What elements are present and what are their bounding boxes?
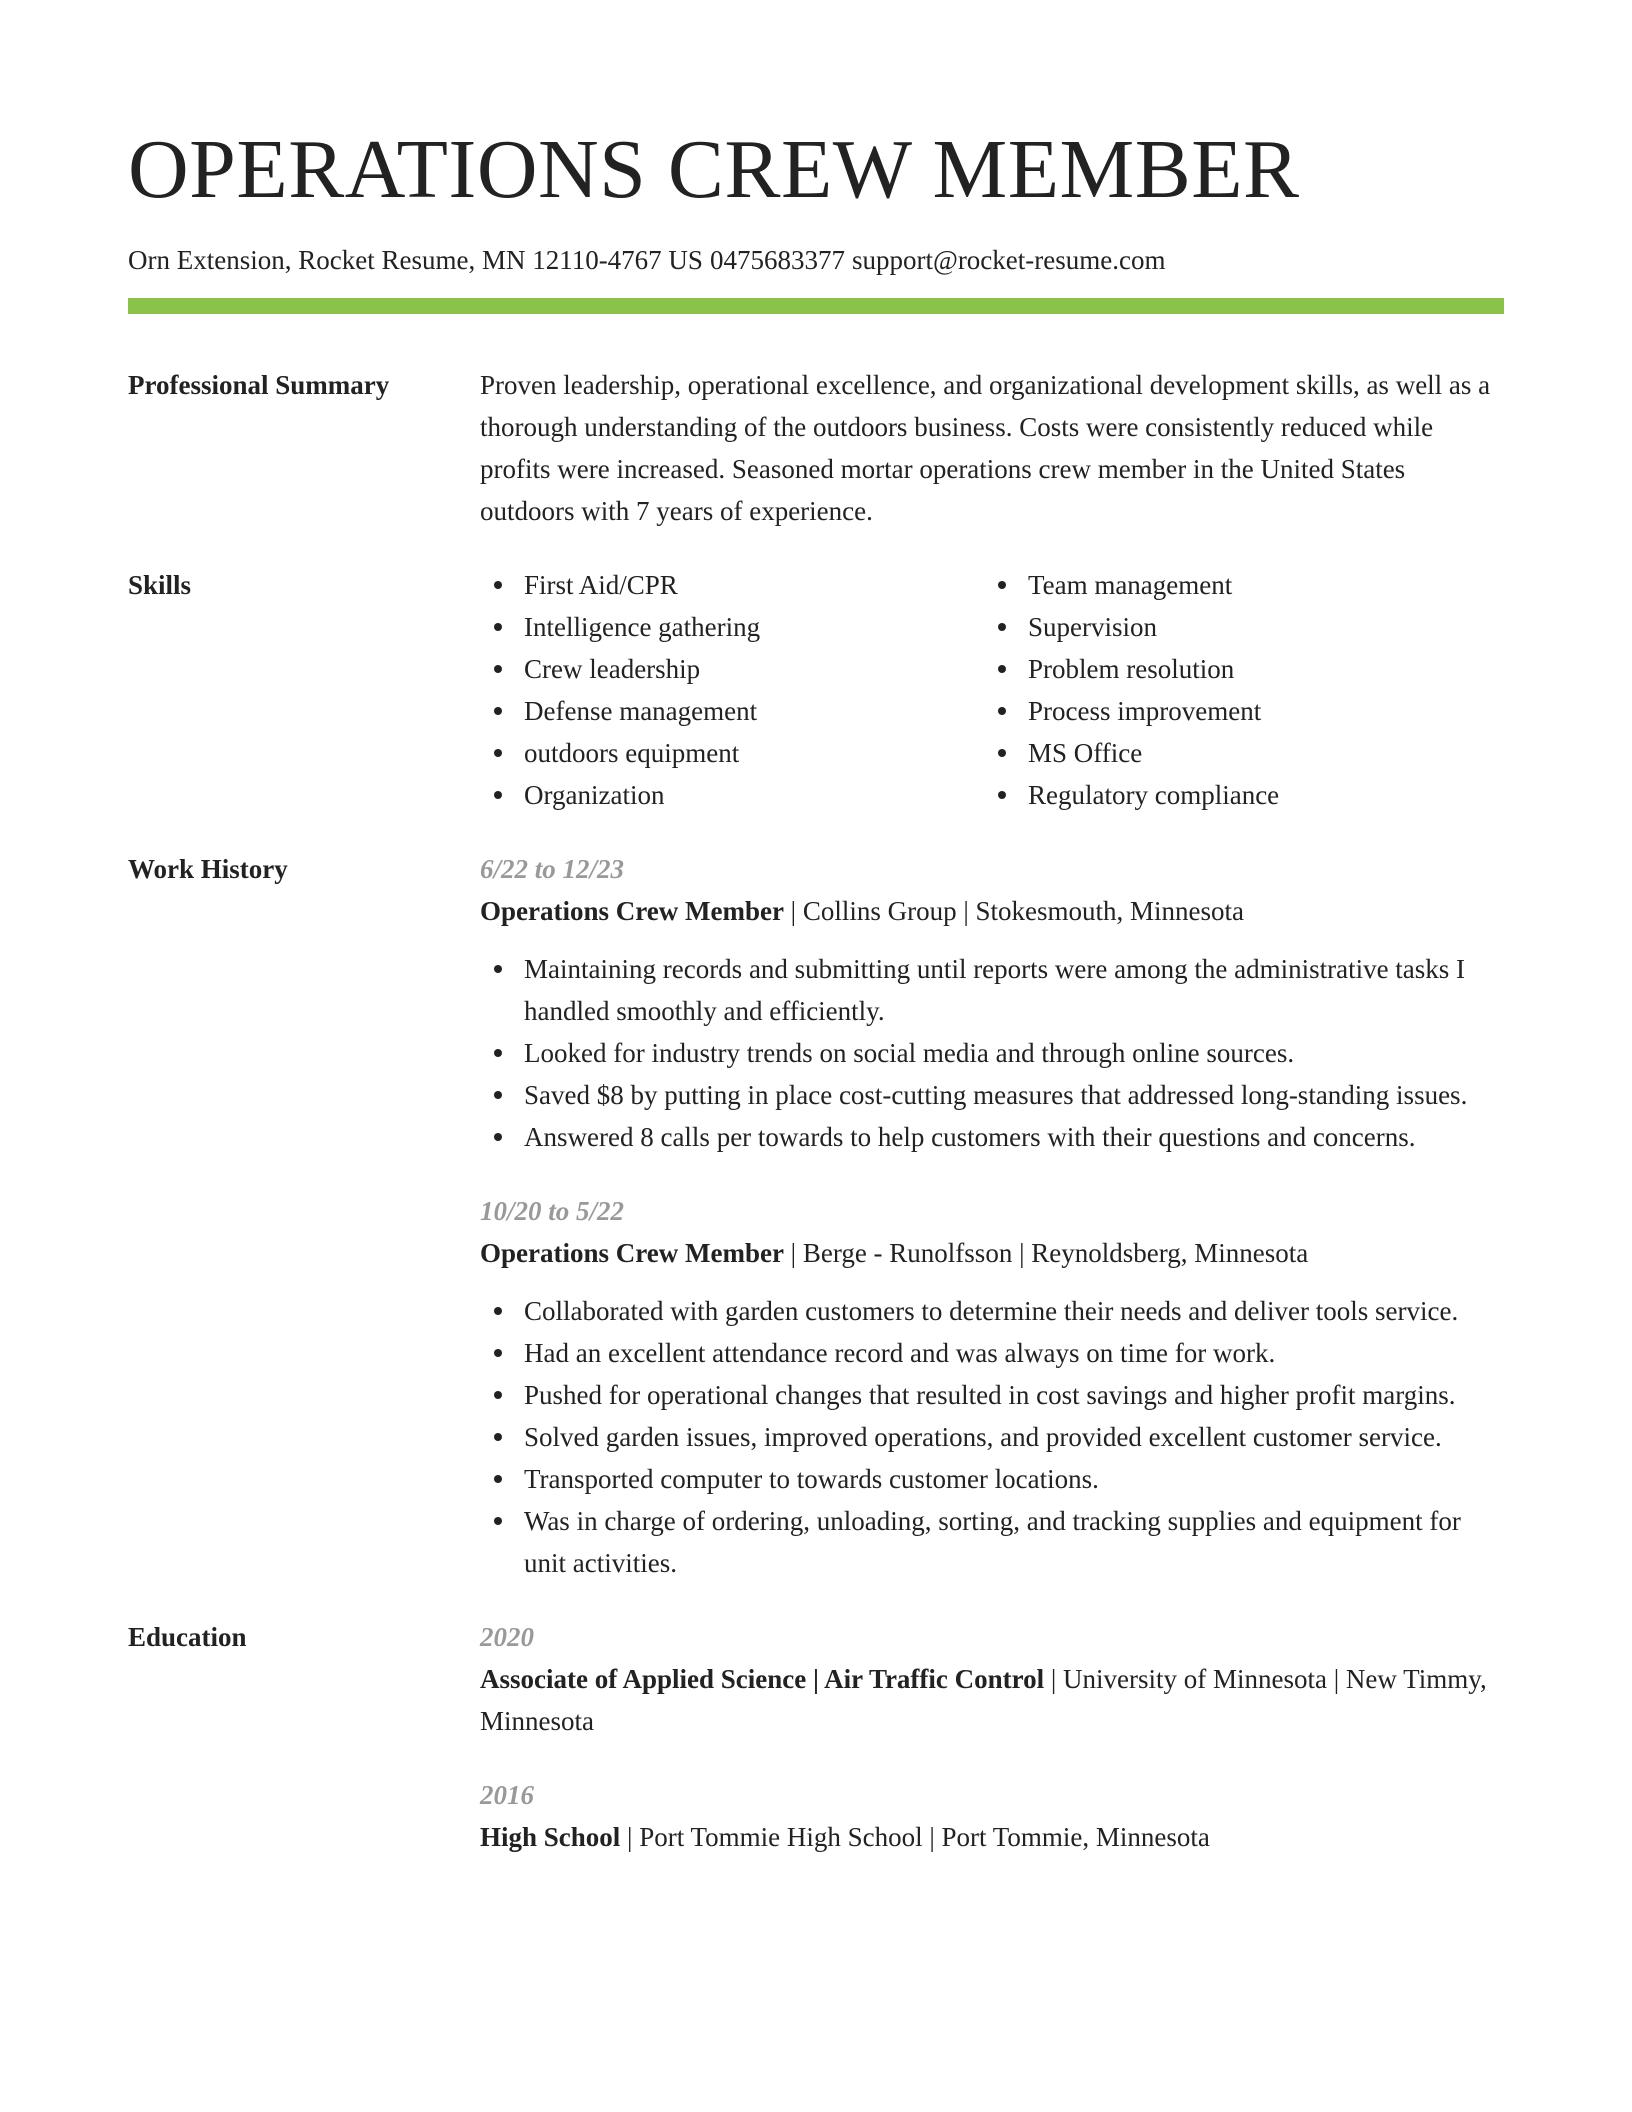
skill-item: outdoors equipment: [480, 732, 984, 774]
accent-divider: [128, 298, 1504, 314]
job-bullet: Looked for industry trends on social media and through online sources.: [480, 1032, 1504, 1074]
phone: 0475683377: [709, 245, 845, 275]
job-entry: [480, 1190, 1504, 1584]
work-history-body: [480, 848, 1504, 1584]
skill-item: Process improvement: [984, 690, 1488, 732]
skill-item: Defense management: [480, 690, 984, 732]
job-bullets: [480, 948, 1504, 1158]
job-title-line: [480, 1232, 1504, 1274]
section-label-summary: Professional Summary: [128, 370, 390, 400]
skill-item: Regulatory compliance: [984, 774, 1488, 816]
job-entry: [480, 848, 1504, 1158]
job-bullet: Saved $8 by putting in place cost-cutting measures that addressed long-standing issues.: [480, 1074, 1504, 1116]
skills-section: [128, 564, 1504, 816]
job-bullet: Transported computer to towards customer locations.: [480, 1458, 1504, 1500]
job-bullet: Solved garden issues, improved operations, and provided excellent customer service.: [480, 1416, 1504, 1458]
job-title-line: [480, 890, 1504, 932]
job-bullet: Answered 8 calls per towards to help customers with their questions and concerns.: [480, 1116, 1504, 1158]
education-degree: Associate of Applied Science | Air Traffic Control: [480, 1664, 1045, 1694]
job-title: Operations Crew Member: [480, 1238, 784, 1268]
education-entry: [480, 1616, 1504, 1742]
skill-item: Organization: [480, 774, 984, 816]
summary-section: [128, 364, 1504, 532]
skill-item: MS Office: [984, 732, 1488, 774]
job-bullet: Collaborated with garden customers to determine their needs and deliver tools service.: [480, 1290, 1504, 1332]
section-label-education: Education: [128, 1622, 247, 1652]
skill-item: Intelligence gathering: [480, 606, 984, 648]
education-details: | University of Minnesota | New Timmy, Minnesota: [480, 1664, 1487, 1736]
job-bullet: Pushed for operational changes that resulted in cost savings and higher profit margins.: [480, 1374, 1504, 1416]
job-bullets: [480, 1290, 1504, 1584]
skill-item: Crew leadership: [480, 648, 984, 690]
job-details: | Berge - Runolfsson | Reynoldsberg, Minnesota: [783, 1238, 1309, 1268]
job-dates: 10/20 to 5/22: [480, 1196, 625, 1226]
skill-item: First Aid/CPR: [480, 564, 984, 606]
job-bullet: Maintaining records and submitting until reports were among the administrative tasks I handled smoothly and efficiently.: [480, 948, 1504, 1032]
skills-grid: [480, 564, 1504, 816]
education-section: [128, 1616, 1504, 1858]
skill-item: Team management: [984, 564, 1488, 606]
education-body: [480, 1616, 1504, 1858]
job-dates: 6/22 to 12/23: [480, 854, 625, 884]
education-entry: [480, 1774, 1504, 1858]
skill-item: Problem resolution: [984, 648, 1488, 690]
education-details: | Port Tommie High School | Port Tommie, Minnesota: [620, 1822, 1210, 1852]
section-label-skills: Skills: [128, 570, 192, 600]
skills-column-left: [480, 564, 984, 816]
job-details: | Collins Group | Stokesmouth, Minnesota: [783, 896, 1244, 926]
education-degree: High School: [480, 1822, 621, 1852]
job-bullet: Was in charge of ordering, unloading, sorting, and tracking supplies and equipment for unit activities.: [480, 1500, 1504, 1584]
job-title: Operations Crew Member: [480, 896, 784, 926]
candidate-name: OPERATIONS CREW MEMBER: [128, 123, 1300, 216]
summary-text: Proven leadership, operational excellence, and organizational development skills, as well as a thorough understanding of the outdoors business. Costs were consistently reduced while profits were increased. Seasoned mortar operations crew member in the United States outdoors with 7 years of experience.: [480, 370, 1491, 526]
education-line: [480, 1658, 1504, 1742]
contact-line: [128, 242, 1504, 278]
section-label-work: Work History: [128, 854, 288, 884]
skills-body: [480, 564, 1504, 816]
email: support@rocket-resume.com: [851, 245, 1166, 275]
job-bullet: Had an excellent attendance record and was always on time for work.: [480, 1332, 1504, 1374]
education-line: [480, 1816, 1504, 1858]
skill-item: Supervision: [984, 606, 1488, 648]
work-history-section: [128, 848, 1504, 1584]
education-year: 2016: [480, 1780, 534, 1810]
skills-column-right: [984, 564, 1488, 816]
education-year: 2020: [480, 1622, 534, 1652]
address: Orn Extension, Rocket Resume, MN 12110-4767 US: [128, 245, 703, 275]
